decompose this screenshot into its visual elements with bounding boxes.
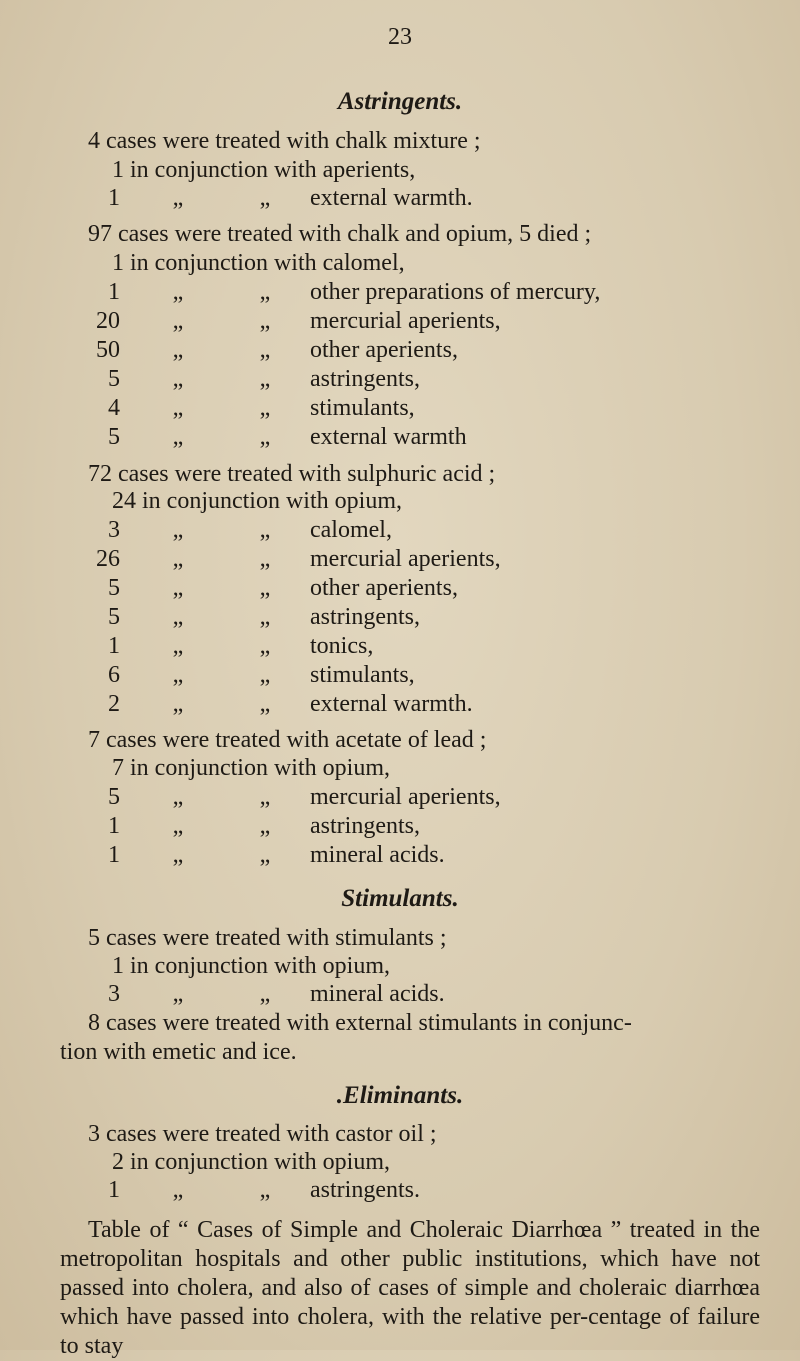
ditto-mark: „ — [172, 633, 184, 659]
row-text: mineral acids. — [310, 842, 445, 868]
ditto-mark: „ — [259, 1177, 271, 1203]
ditto-mark: „ — [172, 308, 184, 334]
section-heading-eliminants: .Eliminants. — [336, 1082, 464, 1109]
row-text: tonics, — [310, 633, 374, 659]
row-count: 5 — [108, 366, 120, 392]
ditto-mark: „ — [172, 813, 184, 839]
ditto-mark: „ — [259, 279, 271, 305]
row-text: external warmth — [310, 424, 467, 450]
ditto-mark: „ — [259, 424, 271, 450]
ditto-mark: „ — [259, 633, 271, 659]
paragraph-line: tion with emetic and ice. — [60, 1039, 297, 1065]
row-count: 1 — [108, 185, 120, 211]
row-count: 50 — [96, 337, 120, 363]
row-count: 1 — [108, 842, 120, 868]
row-text: mineral acids. — [310, 981, 445, 1007]
row-count: 3 — [108, 981, 120, 1007]
ditto-mark: „ — [259, 575, 271, 601]
row-text: external warmth. — [310, 185, 473, 211]
entry-conjunction: 1 in conjunction with opium, — [112, 953, 390, 979]
row-text: other aperients, — [310, 575, 458, 601]
ditto-mark: „ — [172, 546, 184, 572]
ditto-mark: „ — [172, 784, 184, 810]
entry-conjunction: 1 in conjunction with calomel, — [112, 250, 405, 276]
ditto-mark: „ — [172, 395, 184, 421]
row-count: 1 — [108, 813, 120, 839]
entry-conjunction: 1 in conjunction with aperients, — [112, 157, 416, 183]
ditto-mark: „ — [172, 981, 184, 1007]
entry-lead: 7 cases were treated with acetate of lead ; — [88, 727, 487, 753]
row-count: 4 — [108, 395, 120, 421]
ditto-mark: „ — [259, 662, 271, 688]
row-count: 5 — [108, 784, 120, 810]
ditto-mark: „ — [172, 604, 184, 630]
row-text: mercurial aperients, — [310, 784, 501, 810]
row-count: 3 — [108, 517, 120, 543]
entry-conjunction: 7 in conjunction with opium, — [112, 755, 390, 781]
ditto-mark: „ — [172, 185, 184, 211]
entry-lead: 72 cases were treated with sulphuric acid ; — [88, 461, 496, 487]
ditto-mark: „ — [172, 1177, 184, 1203]
ditto-mark: „ — [172, 279, 184, 305]
section-heading-stimulants: Stimulants. — [341, 885, 459, 912]
row-text: astringents, — [310, 813, 420, 839]
ditto-mark: „ — [259, 337, 271, 363]
entry-conjunction: 2 in conjunction with opium, — [112, 1149, 390, 1175]
ditto-mark: „ — [172, 662, 184, 688]
row-text: mercurial aperients, — [310, 308, 501, 334]
row-text: stimulants, — [310, 395, 415, 421]
row-text: other aperients, — [310, 337, 458, 363]
row-count: 1 — [108, 1177, 120, 1203]
ditto-mark: „ — [259, 395, 271, 421]
ditto-mark: „ — [259, 842, 271, 868]
row-text: astringents, — [310, 604, 420, 630]
row-text: astringents. — [310, 1177, 420, 1203]
row-count: 2 — [108, 691, 120, 717]
ditto-mark: „ — [259, 813, 271, 839]
row-text: other preparations of mercury, — [310, 279, 601, 305]
ditto-mark: „ — [172, 842, 184, 868]
ditto-mark: „ — [172, 691, 184, 717]
ditto-mark: „ — [259, 981, 271, 1007]
row-text: mercurial aperients, — [310, 546, 501, 572]
entry-lead: 3 cases were treated with castor oil ; — [88, 1121, 437, 1147]
paragraph-line: 8 cases were treated with external stimulants in conjunc- — [88, 1010, 632, 1036]
ditto-mark: „ — [259, 185, 271, 211]
ditto-mark: „ — [172, 517, 184, 543]
ditto-mark: „ — [259, 366, 271, 392]
row-text: stimulants, — [310, 662, 415, 688]
row-text: calomel, — [310, 517, 392, 543]
ditto-mark: „ — [259, 691, 271, 717]
ditto-mark: „ — [172, 337, 184, 363]
ditto-mark: „ — [172, 575, 184, 601]
page-number: 23 — [388, 24, 412, 50]
row-count: 20 — [96, 308, 120, 334]
ditto-mark: „ — [259, 517, 271, 543]
row-count: 1 — [108, 279, 120, 305]
ditto-mark: „ — [259, 604, 271, 630]
entry-lead: 4 cases were treated with chalk mixture ; — [88, 128, 481, 154]
row-count: 5 — [108, 604, 120, 630]
entry-lead: 5 cases were treated with stimulants ; — [88, 925, 447, 951]
entry-lead: 97 cases were treated with chalk and opium, 5 died ; — [88, 221, 592, 247]
row-count: 5 — [108, 424, 120, 450]
ditto-mark: „ — [259, 784, 271, 810]
ditto-mark: „ — [259, 308, 271, 334]
closing-paragraph: Table of “ Cases of Simple and Choleraic Diarrhœa ” treated in the metropolitan hospitals and other public institutions, which have not passed into cholera, and also of cases of simple and choleraic diarrhœa which have passed into cholera, with the relative per-centage of failure to stay — [60, 1217, 760, 1359]
row-text: astringents, — [310, 366, 420, 392]
row-count: 6 — [108, 662, 120, 688]
section-heading-astringents: Astringents. — [337, 88, 463, 115]
row-text: external warmth. — [310, 691, 473, 717]
ditto-mark: „ — [259, 546, 271, 572]
ditto-mark: „ — [172, 366, 184, 392]
row-count: 5 — [108, 575, 120, 601]
row-count: 1 — [108, 633, 120, 659]
row-count: 26 — [96, 546, 120, 572]
ditto-mark: „ — [172, 424, 184, 450]
entry-conjunction: 24 in conjunction with opium, — [112, 488, 402, 514]
